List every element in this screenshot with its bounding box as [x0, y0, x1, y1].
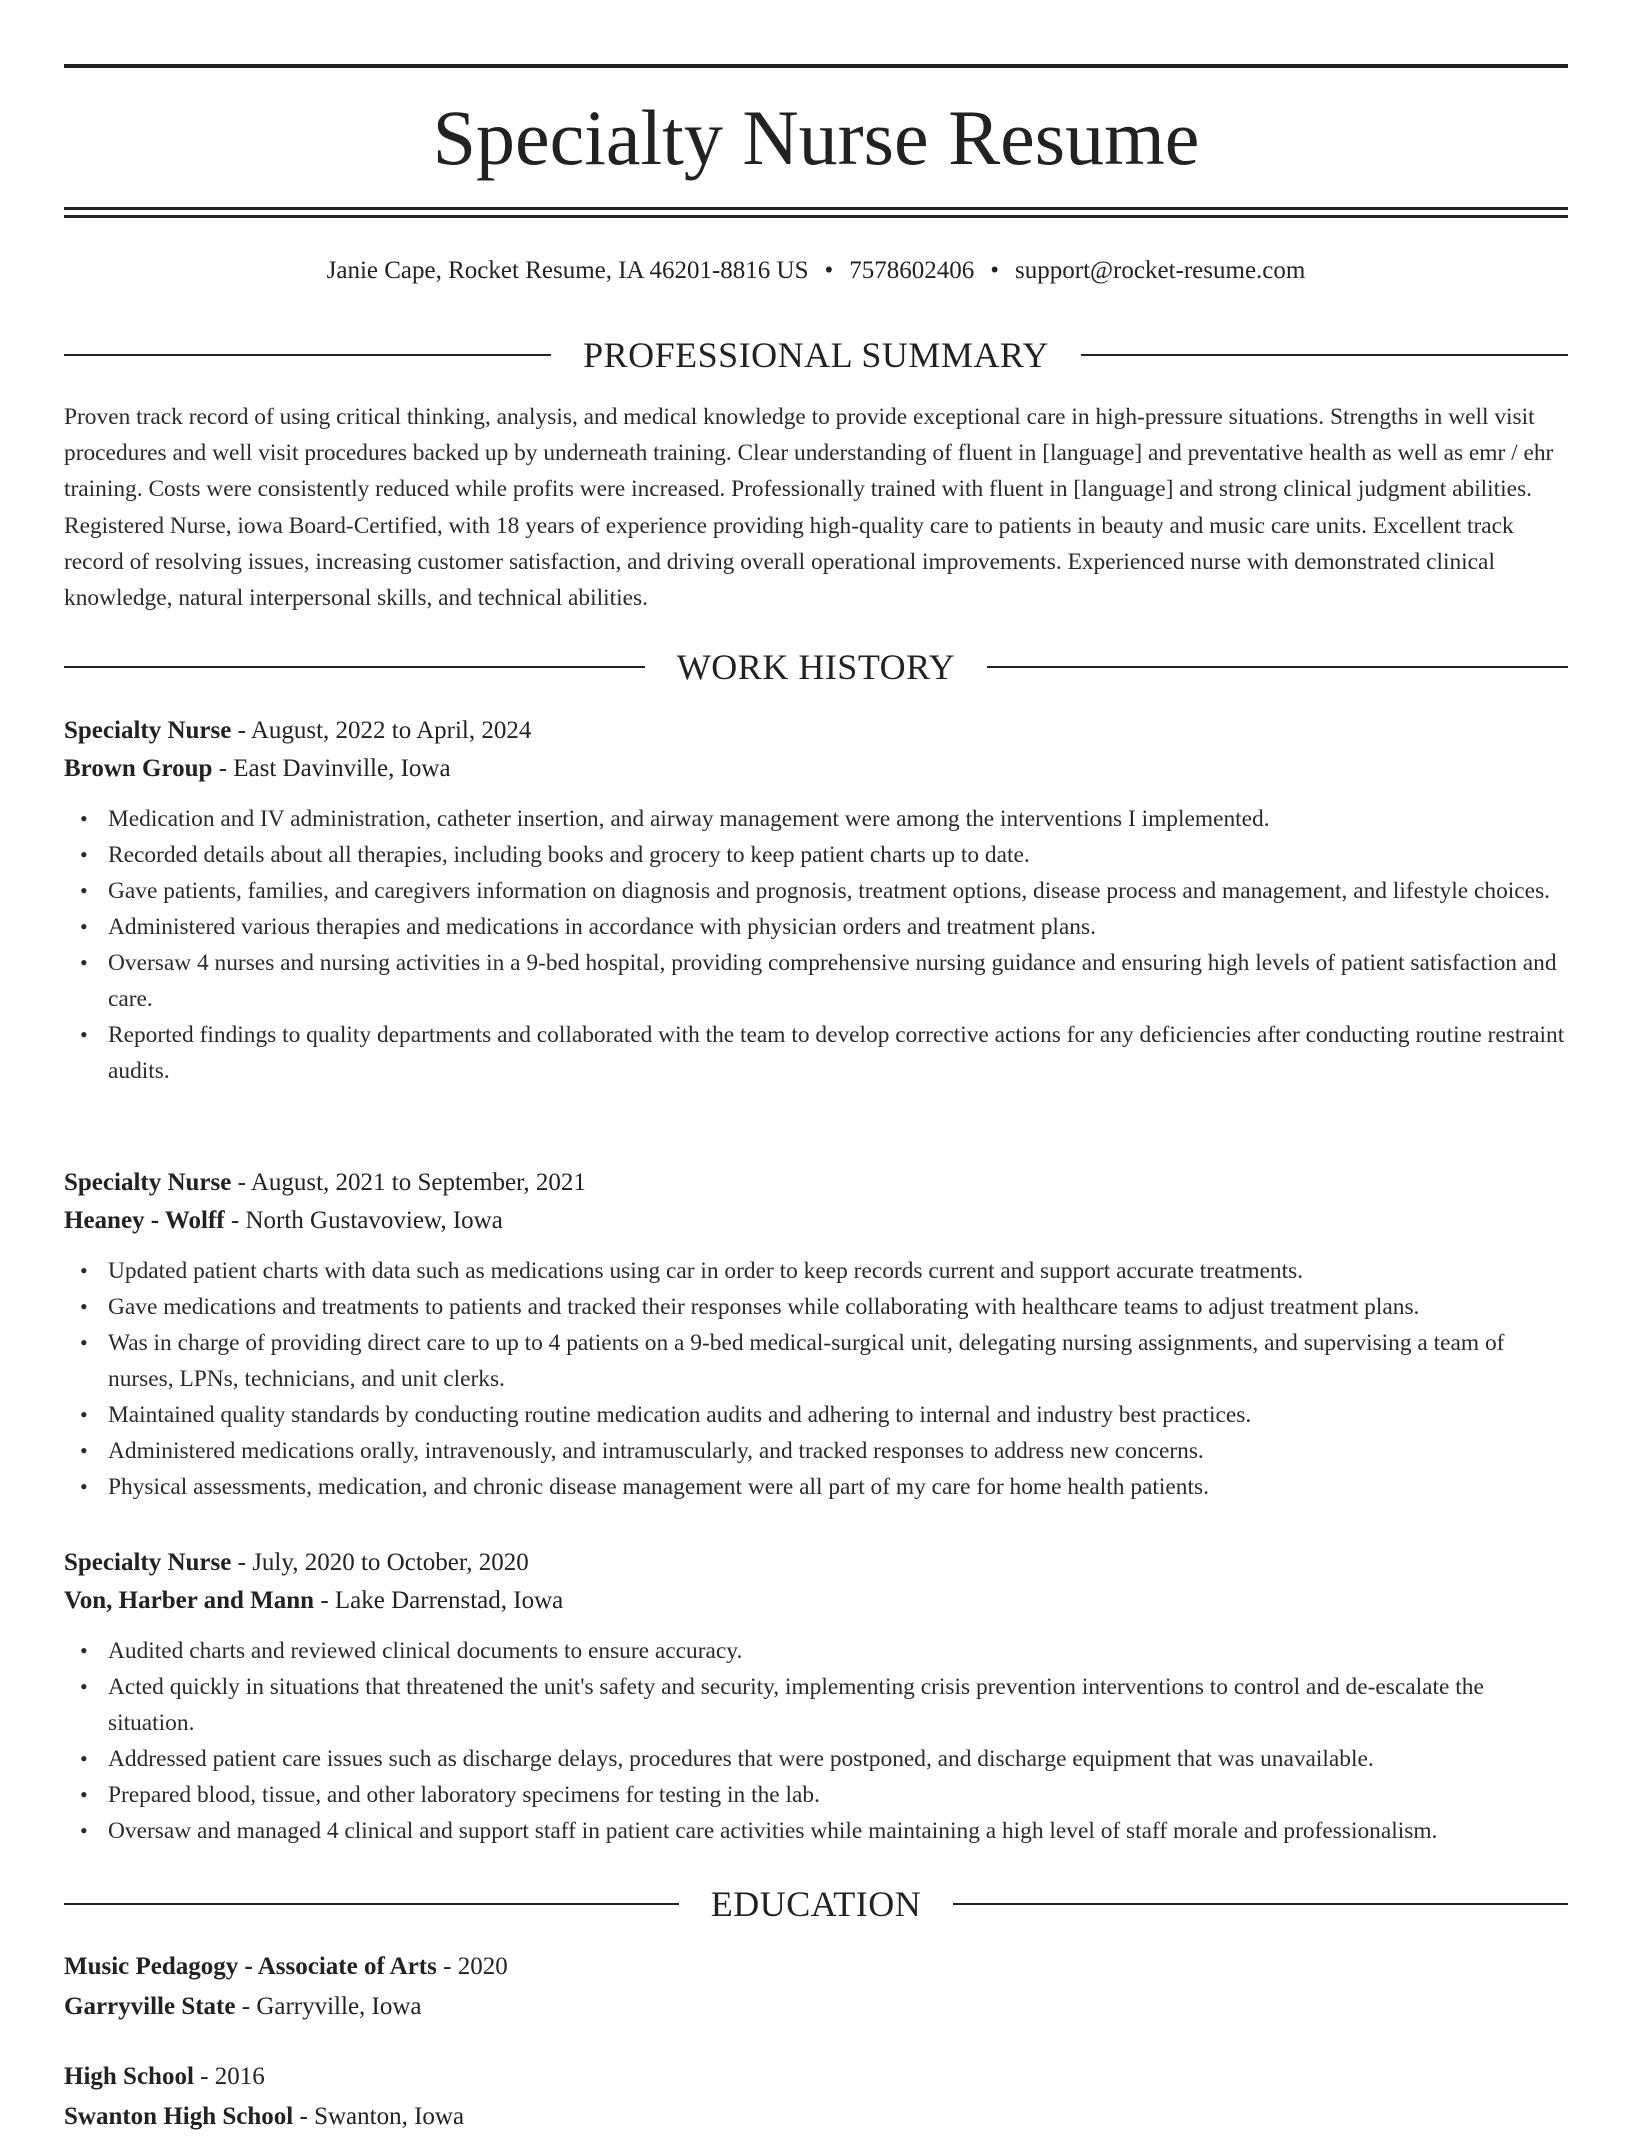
education-heading	[64, 1882, 1568, 1926]
graduation-year: 2020	[457, 1953, 508, 1980]
duty-item: • Physical assessments, medication, and chronic disease management were all part of my care for home health patients.	[64, 1469, 1568, 1505]
employer-name: Von, Harber and Mann	[64, 1587, 315, 1614]
contact-line	[64, 254, 1568, 288]
job-title: Specialty Nurse	[64, 1169, 232, 1196]
job-entry	[64, 1544, 1568, 1849]
duty-item: • Maintained quality standards by conducting routine medication audits and adhering to internal and industry best practices.	[64, 1397, 1568, 1433]
job-title-line: Specialty Nurse - August, 2021 to September, 2021	[64, 1169, 586, 1196]
school-line: Swanton High School - Swanton, Iowa	[64, 2103, 465, 2130]
job-entry	[64, 1164, 1568, 1505]
resume-title: Specialty Nurse Resume	[432, 94, 1200, 181]
school-line: Garryville State - Garryville, Iowa	[64, 1993, 422, 2020]
duty-list	[64, 1633, 1568, 1849]
job-dates: August, 2022 to April, 2024	[250, 717, 532, 744]
employer-name: Heaney - Wolff	[64, 1207, 225, 1234]
employer-location: North Gustavoview, Iowa	[245, 1207, 503, 1234]
bullet-icon: •	[80, 878, 88, 903]
work-history-heading-label: WORK HISTORY	[676, 647, 956, 687]
bullet-icon: •	[80, 1294, 88, 1319]
degree-name: Music Pedagogy - Associate of Arts	[64, 1953, 437, 1980]
duty-item: • Gave patients, families, and caregivers information on diagnosis and prognosis, treatment options, disease process and management, and lifestyle choices.	[64, 873, 1568, 909]
duty-item: • Was in charge of providing direct care to up to 4 patients on a 9-bed medical-surgical unit, delegating nursing assignments, and supervising a team of nurses, LPNs, technicians, and unit clerks.	[64, 1325, 1568, 1397]
title-rule-upper	[64, 207, 1568, 210]
employer-name: Brown Group	[64, 755, 213, 782]
summary-heading-label: PROFESSIONAL SUMMARY	[583, 335, 1049, 375]
bullet-icon: •	[80, 1022, 88, 1047]
duty-item: • Medication and IV administration, catheter insertion, and airway management were among the interventions I implemented.	[64, 801, 1568, 837]
duty-list	[64, 1253, 1568, 1505]
employer-line: Heaney - Wolff - North Gustavoview, Iowa	[64, 1207, 503, 1234]
summary-heading	[64, 333, 1568, 377]
duty-item: • Gave medications and treatments to patients and tracked their responses while collaborating with healthcare teams to adjust treatment plans.	[64, 1289, 1568, 1325]
bullet-icon: •	[80, 842, 88, 867]
school-name: Garryville State	[64, 1993, 236, 2020]
duty-item: • Updated patient charts with data such as medications using car in order to keep records current and support accurate treatments.	[64, 1253, 1568, 1289]
duty-item: • Oversaw 4 nurses and nursing activities in a 9-bed hospital, providing comprehensive nursing guidance and ensuring high levels of patient satisfaction and care.	[64, 945, 1568, 1017]
employer-line: Brown Group - East Davinville, Iowa	[64, 755, 451, 782]
heading-rule-right	[1081, 354, 1568, 356]
job-entry	[64, 712, 1568, 1089]
duty-item: • Prepared blood, tissue, and other laboratory specimens for testing in the lab.	[64, 1777, 1568, 1813]
duty-item: • Addressed patient care issues such as discharge delays, procedures that were postponed, and discharge equipment that was unavailable.	[64, 1741, 1568, 1777]
degree-name: High School	[64, 2063, 194, 2090]
school-name: Swanton High School	[64, 2103, 294, 2130]
duty-item: • Administered medications orally, intravenously, and intramuscularly, and tracked responses to address new concerns.	[64, 1433, 1568, 1469]
duty-list	[64, 801, 1568, 1089]
bullet-icon: •	[80, 1674, 88, 1699]
bullet-icon: •	[80, 1818, 88, 1843]
duty-item: • Reported findings to quality departments and collaborated with the team to develop corrective actions for any deficiencies after conducting routine restraint audits.	[64, 1017, 1568, 1089]
heading-rule-left	[64, 666, 645, 668]
bullet-icon: •	[80, 1330, 88, 1355]
graduation-year: 2016	[214, 2063, 265, 2090]
bullet-icon: •	[80, 1746, 88, 1771]
bullet-icon: •	[80, 1782, 88, 1807]
job-dates: August, 2021 to September, 2021	[250, 1169, 586, 1196]
education-entry	[64, 1947, 1568, 2027]
job-title-line: Specialty Nurse - July, 2020 to October, 2020	[64, 1549, 529, 1576]
job-title-line: Specialty Nurse - August, 2022 to April, 2024	[64, 717, 532, 744]
bullet-icon: •	[80, 1638, 88, 1663]
duty-item: • Oversaw and managed 4 clinical and support staff in patient care activities while maintaining a high level of staff morale and professionalism.	[64, 1813, 1568, 1849]
bullet-icon: •	[80, 1438, 88, 1463]
degree-line: Music Pedagogy - Associate of Arts - 2020	[64, 1953, 508, 1980]
contact-separator: •	[990, 257, 1000, 284]
employer-location: East Davinville, Iowa	[233, 755, 451, 782]
duty-item: • Audited charts and reviewed clinical documents to ensure accuracy.	[64, 1633, 1568, 1669]
heading-rule-left	[64, 1903, 679, 1905]
contact-phone: 7578602406	[849, 257, 975, 284]
top-rule	[64, 64, 1568, 68]
contact-email: support@rocket-resume.com	[1015, 257, 1306, 284]
job-title: Specialty Nurse	[64, 1549, 232, 1576]
heading-rule-right	[953, 1903, 1568, 1905]
duty-item: • Administered various therapies and medications in accordance with physician orders and treatment plans.	[64, 909, 1568, 945]
bullet-icon: •	[80, 806, 88, 831]
work-history-heading	[64, 645, 1568, 689]
school-location: Garryville, Iowa	[256, 1993, 422, 2020]
job-title: Specialty Nurse	[64, 717, 232, 744]
employer-line: Von, Harber and Mann - Lake Darrenstad, Iowa	[64, 1587, 564, 1614]
contact-address: Janie Cape, Rocket Resume, IA 46201-8816 US	[326, 257, 809, 284]
contact-separator: •	[824, 257, 834, 284]
bullet-icon: •	[80, 1258, 88, 1283]
employer-location: Lake Darrenstad, Iowa	[334, 1587, 564, 1614]
bullet-icon: •	[80, 950, 88, 975]
summary-text: Proven track record of using critical thinking, analysis, and medical knowledge to provide exceptional care in high-pressure situations. Strengths in well visit procedures and well visit procedures backed up by underneath training. Clear understanding of fluent in [language] and preventative health as well as emr / ehr training. Costs were consistently reduced while profits were increased. Professionally trained with fluent in [language] and strong clinical judgment abilities. Registered Nurse, iowa Board-Certified, with 18 years of experience providing high-quality care to patients in beauty and music care units. Excellent track record of resolving issues, increasing customer satisfaction, and driving overall operational improvements. Experienced nurse with demonstrated clinical knowledge, natural interpersonal skills, and technical abilities.	[64, 404, 1554, 612]
duty-item: • Acted quickly in situations that threatened the unit's safety and security, implementing crisis prevention interventions to control and de-escalate the situation.	[64, 1669, 1568, 1741]
degree-line: High School - 2016	[64, 2063, 265, 2090]
school-location: Swanton, Iowa	[314, 2103, 465, 2130]
bullet-icon: •	[80, 914, 88, 939]
heading-rule-left	[64, 354, 551, 356]
title-rule-lower	[64, 215, 1568, 218]
duty-item: • Recorded details about all therapies, including books and grocery to keep patient charts up to date.	[64, 837, 1568, 873]
education-heading-label: EDUCATION	[710, 1884, 922, 1924]
education-entry	[64, 2057, 1568, 2137]
bullet-icon: •	[80, 1474, 88, 1499]
job-dates: July, 2020 to October, 2020	[252, 1549, 529, 1576]
heading-rule-right	[987, 666, 1568, 668]
bullet-icon: •	[80, 1402, 88, 1427]
